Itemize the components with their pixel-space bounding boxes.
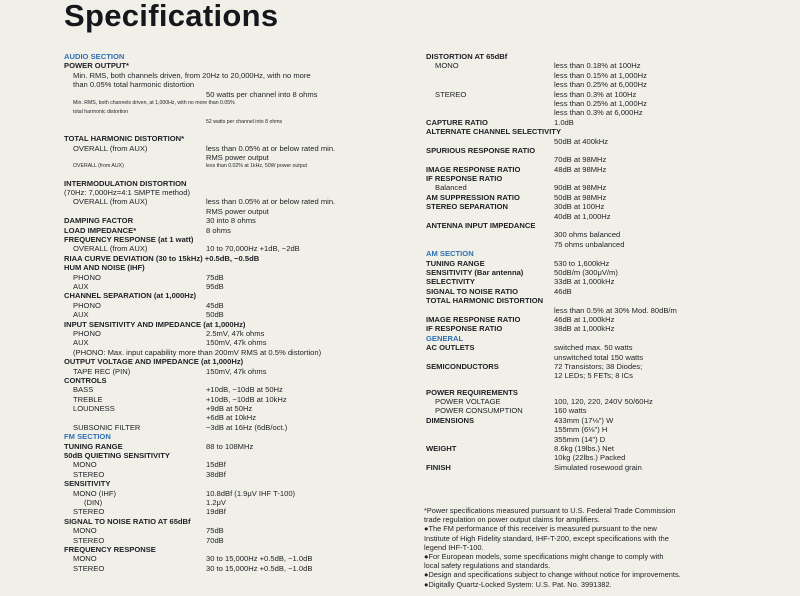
spec-row [426, 343, 786, 352]
spec-label: than 0.05% total harmonic distortion [73, 80, 195, 90]
spec-row [426, 435, 786, 444]
spec-value: 355mm (14") D [554, 434, 606, 444]
spacer [64, 127, 426, 134]
spec-value: 2.5mV, 47k ohms [206, 328, 265, 338]
spec-value: 50dB at 98MHz [554, 192, 607, 202]
spec-row [64, 153, 426, 162]
spec-value: less than 0.15% at 1,000Hz [554, 70, 647, 80]
spec-row [426, 146, 786, 155]
spec-value: 12 LEDs; 5 FETs; 8 ICs [554, 371, 633, 381]
spec-label: Min. RMS, both channels driven, from 20Hz to 20,000Hz, with no more [73, 70, 311, 80]
spec-label: TAPE REC (PIN) [73, 366, 131, 376]
spec-row [64, 310, 426, 319]
spec-row [64, 404, 426, 413]
spec-value: 46dB at 1,000kHz [554, 314, 615, 324]
spec-row [64, 226, 426, 235]
spec-label: SEMICONDUCTORS [426, 361, 499, 371]
spec-value: less than 0.5% at 30% Mod. 80dB/m [554, 305, 677, 315]
spec-row [64, 71, 426, 80]
spec-value: 10kg (22lbs.) Packed [554, 453, 626, 463]
spec-row [64, 144, 426, 153]
spec-label: PHONO [73, 272, 101, 282]
spec-label: OVERALL (from AUX) [73, 163, 124, 170]
spec-label: FINISH [426, 462, 451, 472]
spec-label: CAPTURE RATIO [426, 117, 488, 127]
spec-label: TUNING RANGE [426, 258, 485, 268]
spec-label: ALTERNATE CHANNEL SELECTIVITY [426, 127, 562, 137]
spec-value: 50dB at 400kHz [554, 136, 609, 146]
spec-row [64, 451, 426, 460]
spec-label: POWER OUTPUT* [64, 61, 129, 71]
spec-row [64, 134, 426, 143]
spec-value: less than 0.18% at 100Hz [554, 61, 641, 71]
spec-value: 433mm (17⅛") W [554, 415, 614, 425]
spec-label: INTERMODULATION DISTORTION [64, 178, 187, 188]
spec-row [426, 230, 786, 239]
spec-value: 150mV, 47k ohms [206, 366, 267, 376]
spec-label: TOTAL HARMONIC DISTORTION [426, 296, 544, 306]
spec-value: 8.6kg (19lbs.) Net [554, 444, 614, 454]
spec-value: switched max. 50 watts [554, 343, 633, 353]
spec-row [426, 453, 786, 462]
spec-label: CHANNEL SEPARATION (at 1,000Hz) [64, 291, 197, 301]
spec-value: +6dB at 10kHz [206, 413, 257, 423]
spec-label: AUX [73, 338, 89, 348]
spec-row [426, 277, 786, 286]
spec-row [426, 306, 786, 315]
spec-row [426, 165, 786, 174]
spec-value: 300 ohms balanced [554, 230, 621, 240]
spec-row [64, 554, 426, 563]
spec-row [426, 296, 786, 305]
spec-label: AUX [73, 310, 89, 320]
spec-label: POWER VOLTAGE [435, 397, 501, 407]
spec-value: 30 into 8 ohms [206, 216, 256, 226]
spec-label: FM SECTION [64, 432, 111, 442]
spec-label: RIAA CURVE DEVIATION (30 to 15kHz) +0.5dB, −0.5dB [64, 253, 260, 263]
spec-row [64, 376, 426, 385]
spec-label: STEREO [73, 469, 105, 479]
spec-value: 10 to 70,000Hz +1dB, −2dB [206, 244, 300, 254]
spec-label: Min. RMS, both channels driven, at 1,000Hz, with no more than 0.05% [73, 99, 235, 106]
spec-row [64, 90, 426, 99]
spec-value: 75dB [206, 272, 224, 282]
section-heading [426, 334, 786, 343]
spec-label: INPUT SENSITIVITY AND IMPEDANCE (at 1,000Hz) [64, 319, 246, 329]
spec-row [64, 413, 426, 422]
spec-row [426, 362, 786, 371]
spec-value: RMS power output [206, 152, 269, 162]
spec-value: 30 to 15,000Hz +0.5dB, −1.0dB [206, 563, 313, 573]
spec-value: 88 to 108MHz [206, 441, 254, 451]
spec-row [426, 80, 786, 89]
spec-label: TREBLE [73, 394, 103, 404]
spec-value: 530 to 1,600kHz [554, 258, 610, 268]
spec-row [64, 564, 426, 573]
spec-label: AUX [73, 281, 89, 291]
spec-value: 40dB at 1,000Hz [554, 211, 611, 221]
spec-value: 15dBf [206, 460, 226, 470]
spec-label: HUM AND NOISE (IHF) [64, 263, 145, 273]
spec-value: 38dB at 1,000kHz [554, 324, 615, 334]
spec-label: OUTPUT VOLTAGE AND IMPEDANCE (at 1,000Hz) [64, 357, 244, 367]
spec-label: FREQUENCY RESPONSE [64, 544, 156, 554]
spec-row [64, 273, 426, 282]
spec-row [64, 479, 426, 488]
spec-row [64, 99, 426, 108]
spec-label: PHONO [73, 300, 101, 310]
spec-value: less than 0.25% at 6,000Hz [554, 80, 647, 90]
spec-row [426, 406, 786, 415]
spec-value: 75 ohms unbalanced [554, 239, 625, 249]
spec-row [64, 545, 426, 554]
spec-row [426, 137, 786, 146]
specs-right-column [426, 52, 786, 472]
spec-row [64, 489, 426, 498]
spec-row [426, 108, 786, 117]
spec-value: 30dB at 100Hz [554, 202, 605, 212]
spec-label: 50dB QUIETING SENSITIVITY [64, 451, 170, 461]
spec-row [64, 197, 426, 206]
spec-value: less than 0.3% at 100Hz [554, 89, 637, 99]
section-heading [64, 52, 426, 61]
spec-label: IMAGE RESPONSE RATIO [426, 164, 521, 174]
spec-row [426, 155, 786, 164]
spec-value: Simulated rosewood grain [554, 462, 642, 472]
spec-value: 70dB at 98MHz [554, 155, 607, 165]
spec-label: SUBSONIC FILTER [73, 422, 141, 432]
spec-value: 1.0dB [554, 117, 574, 127]
section-heading [64, 432, 426, 441]
spec-row [64, 254, 426, 263]
spec-value: 50dB/m (300μV/m) [554, 267, 618, 277]
spec-row [64, 536, 426, 545]
spec-value: 19dBf [206, 507, 226, 517]
spec-label: AC OUTLETS [426, 343, 475, 353]
spec-value: 155mm (6⅛") H [554, 425, 608, 435]
spec-row [426, 463, 786, 472]
spec-row [64, 244, 426, 253]
specs-left-column [64, 52, 426, 573]
spec-label: DAMPING FACTOR [64, 216, 134, 226]
spec-row [64, 517, 426, 526]
spec-row [426, 118, 786, 127]
spec-row [64, 526, 426, 535]
spec-label: OVERALL (from AUX) [73, 143, 148, 153]
spec-value: less than 0.3% at 6,000Hz [554, 108, 643, 118]
spacer [426, 381, 786, 388]
spec-value: less than 0.02% at 1kHz, 50W power output [206, 163, 307, 170]
spec-row [64, 442, 426, 451]
spec-row [64, 216, 426, 225]
spec-row [426, 71, 786, 80]
spec-label: (DIN) [84, 497, 103, 507]
spec-row [64, 498, 426, 507]
spec-label: STEREO SEPARATION [426, 202, 508, 212]
spec-label: MONO [73, 526, 97, 536]
spec-row [64, 460, 426, 469]
spec-label: OVERALL (from AUX) [73, 197, 148, 207]
spec-row [426, 202, 786, 211]
spec-label: Balanced [435, 183, 467, 193]
spec-value: 33dB at 1,000kHz [554, 277, 615, 287]
spec-row [64, 61, 426, 70]
spec-label: SELECTIVITY [426, 277, 475, 287]
spec-value: +10dB, −10dB at 10kHz [206, 394, 287, 404]
spec-row [64, 108, 426, 117]
spec-label: MONO [435, 61, 459, 71]
spec-row [64, 291, 426, 300]
spec-row [426, 371, 786, 380]
spec-row [426, 425, 786, 434]
spec-value: 30 to 15,000Hz +0.5dB, −1.0dB [206, 554, 313, 564]
spec-value: RMS power output [206, 206, 269, 216]
spec-label: MONO [73, 460, 97, 470]
spec-label: SPURIOUS RESPONSE RATIO [426, 145, 536, 155]
spec-label: OVERALL (from AUX) [73, 244, 148, 254]
spec-row [426, 388, 786, 397]
spec-value: −3dB at 16Hz (6dB/oct.) [206, 422, 288, 432]
spec-label: MONO (IHF) [73, 488, 117, 498]
spec-label: IMAGE RESPONSE RATIO [426, 314, 521, 324]
spec-label: TUNING RANGE [64, 441, 123, 451]
footnotes [424, 506, 794, 589]
spec-row [426, 416, 786, 425]
spec-value: 90dB at 98MHz [554, 183, 607, 193]
spec-row [426, 315, 786, 324]
spec-value: 10.8dBf (1.9μV IHF T-100) [206, 488, 296, 498]
spec-row [426, 444, 786, 453]
spec-row [426, 174, 786, 183]
spec-row [64, 263, 426, 272]
spec-value: unswitched total 150 watts [554, 352, 644, 362]
spec-row [426, 90, 786, 99]
spec-row [426, 268, 786, 277]
spec-row [64, 395, 426, 404]
spec-row [64, 188, 426, 197]
spec-label: ANTENNA INPUT IMPEDANCE [426, 221, 536, 231]
footnote-line: Institute of High Fidelity standard, IHF-T-200, except specifications with the [424, 533, 669, 543]
section-heading [64, 118, 426, 127]
spec-row [426, 259, 786, 268]
spec-row [64, 301, 426, 310]
spec-label: STEREO [435, 89, 467, 99]
footnote-line: local safety regulations and standards. [424, 561, 551, 571]
spec-label: LOUDNESS [73, 404, 115, 414]
spec-row [64, 282, 426, 291]
spec-value: 70dB [206, 535, 224, 545]
spec-value: 1.2μV [206, 497, 226, 507]
spec-row [426, 52, 786, 61]
spec-row [426, 287, 786, 296]
spec-row [64, 423, 426, 432]
spec-row [64, 367, 426, 376]
spec-value: less than 0.05% at or below rated min. [206, 143, 336, 153]
spec-value: 75dB [206, 526, 224, 536]
spec-label: IF RESPONSE RATIO [426, 174, 503, 184]
spec-value: +10dB, −10dB at 50Hz [206, 385, 283, 395]
spec-label: PHONO [73, 328, 101, 338]
spec-label: WEIGHT [426, 444, 457, 454]
spec-row [64, 329, 426, 338]
spec-value: less than 0.25% at 1,000Hz [554, 98, 647, 108]
spacer [64, 172, 426, 179]
footnote-line: ●Digitally Quartz-Locked System: U.S. Pat. No. 3991382. [424, 579, 612, 589]
spec-label: STEREO [73, 507, 105, 517]
spec-value: 72 Transistors; 38 Diodes; [554, 361, 643, 371]
spec-label: SIGNAL TO NOISE RATIO AT 65dBf [64, 516, 191, 526]
spec-label: total harmonic distortion [73, 109, 129, 116]
footnote-line: ●Design and specifications subject to change without notice for improvements. [424, 570, 681, 580]
spec-label: IF RESPONSE RATIO [426, 324, 503, 334]
spec-row [426, 127, 786, 136]
footnote-line: ●The FM performance of this receiver is measured pursuant to the new [424, 524, 657, 534]
footnote-line: legend IHF-T-100. [424, 542, 484, 552]
spec-value: 38dBf [206, 469, 226, 479]
footnote-line: trade regulation on power output claims for amplifiers. [424, 515, 600, 525]
spec-label: SIGNAL TO NOISE RATIO [426, 286, 518, 296]
spec-row [426, 212, 786, 221]
spec-row [426, 240, 786, 249]
spec-label: TOTAL HARMONIC DISTORTION* [64, 134, 185, 144]
spec-row [426, 99, 786, 108]
spec-row [64, 235, 426, 244]
spec-label: AM SUPPRESSION RATIO [426, 192, 520, 202]
spec-label: POWER REQUIREMENTS [426, 387, 518, 397]
spec-value: 160 watts [554, 406, 587, 416]
spec-label: GENERAL [426, 333, 464, 343]
spec-row [64, 207, 426, 216]
spec-value: 52 watts per channel into 8 ohms [206, 118, 283, 125]
spec-row [426, 397, 786, 406]
spec-row [426, 324, 786, 333]
spec-label: STEREO [73, 535, 105, 545]
spec-label: CONTROLS [64, 375, 107, 385]
spec-value: 46dB [554, 286, 572, 296]
spec-label: MONO [73, 554, 97, 564]
spec-label: AUDIO SECTION [64, 52, 125, 61]
spec-value: +9dB at 50Hz [206, 404, 253, 414]
spec-row [64, 320, 426, 329]
spec-label: SENSITIVITY (Bar antenna) [426, 267, 524, 277]
spec-value: 48dB at 98MHz [554, 164, 607, 174]
spec-value: 45dB [206, 300, 224, 310]
spec-label: (70Hz: 7,000Hz=4:1 SMPTE method) [64, 188, 190, 198]
spec-row [64, 385, 426, 394]
spec-row [64, 357, 426, 366]
spec-row [426, 193, 786, 202]
spec-label: DISTORTION AT 65dBf [426, 52, 508, 61]
spec-label: DIMENSIONS [426, 415, 475, 425]
spec-row [64, 179, 426, 188]
page-title: Specifications [64, 0, 279, 33]
spec-label: (PHONO: Max. input capability more than 200mV RMS at 0.5% distortion) [73, 347, 322, 357]
spec-label: AM SECTION [426, 249, 474, 259]
spec-row [64, 338, 426, 347]
spec-row [64, 507, 426, 516]
spec-row [426, 183, 786, 192]
spec-label: LOAD IMPEDANCE* [64, 225, 137, 235]
spec-value: 150mV, 47k ohms [206, 338, 267, 348]
spec-row [426, 353, 786, 362]
spec-value: 50dB [206, 310, 224, 320]
spec-label: STEREO [73, 563, 105, 573]
spec-label: POWER CONSUMPTION [435, 406, 523, 416]
spec-value: 95dB [206, 281, 224, 291]
spec-value: 50 watts per channel into 8 ohms [206, 89, 318, 99]
spec-label: SENSITIVITY [64, 479, 111, 489]
section-heading [426, 249, 786, 258]
spec-row [64, 80, 426, 89]
spec-value: less than 0.05% at or below rated min. [206, 197, 336, 207]
spec-row [426, 61, 786, 70]
spec-row [426, 221, 786, 230]
spec-value: 100, 120, 220, 240V 50/60Hz [554, 397, 653, 407]
spec-row [64, 470, 426, 479]
spec-label: FREQUENCY RESPONSE (at 1 watt) [64, 235, 194, 245]
spec-row [64, 348, 426, 357]
footnote-line: *Power specifications measured pursuant to U.S. Federal Trade Commission [424, 506, 676, 515]
spec-row [64, 162, 426, 171]
spec-label: BASS [73, 385, 94, 395]
footnote-line: ●For European models, some specifications might change to comply with [424, 552, 664, 562]
spec-value: 8 ohms [206, 225, 231, 235]
